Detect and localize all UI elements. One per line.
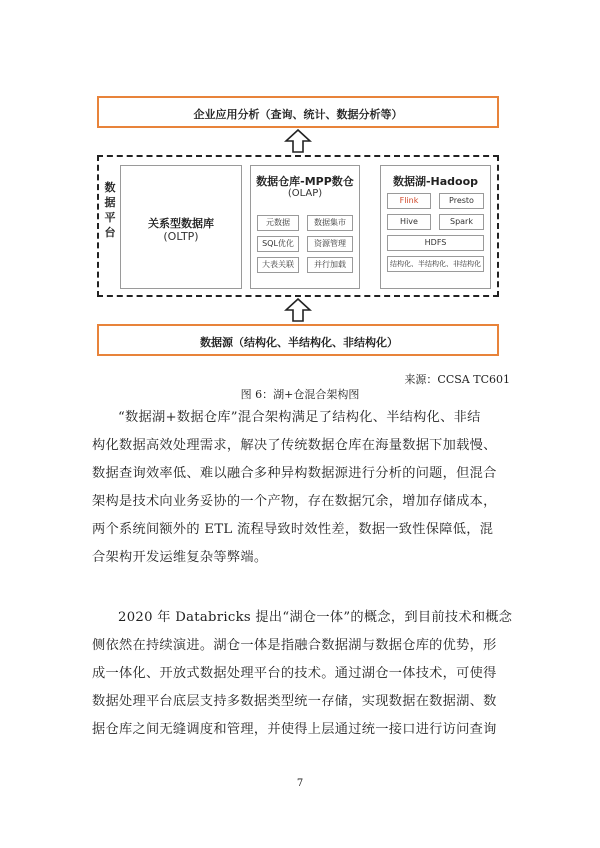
tag-sql-optimization: SQL优化 (257, 236, 299, 252)
paragraph-line: 数据查询效率低、难以融合多种异构数据源进行分析的问题，但混合 (92, 466, 497, 481)
figure-source-note: 来源：CCSA TC601 (404, 373, 510, 386)
tag-data-mart: 数据集市 (307, 215, 353, 231)
figure-caption: 图 6：湖+仓混合架构图 (240, 388, 360, 401)
tag-data-types: 结构化、半结构化、非结构化 (387, 256, 484, 272)
tag-hive: Hive (387, 214, 431, 230)
paragraph-line: 合架构开发运维复杂等弊端。 (92, 550, 268, 565)
tag-large-table-join: 大表关联 (257, 257, 299, 273)
relational-database-box (120, 165, 242, 289)
data-platform-label (103, 180, 117, 240)
paragraph-hybrid-architecture (92, 404, 512, 572)
platform-label-char: 台 (104, 226, 116, 239)
tag-parallel-load: 并行加载 (307, 257, 353, 273)
relational-database-title: 关系型数据库 (148, 217, 214, 230)
paragraph-line: 成一体化、开放式数据处理平台的技术。通过湖仓一体技术，可使得 (92, 666, 497, 681)
relational-database-subtitle: (OLTP) (163, 230, 199, 243)
data-warehouse-title: 数据仓库-MPP数仓 (256, 175, 354, 188)
paragraph-line: 架构是技术向业务妥协的一个产物，存在数据冗余，增加存储成本， (92, 494, 497, 509)
paragraph-lakehouse (92, 604, 512, 744)
paragraph-line: “数据湖+数据仓库”混合架构满足了结构化、半结构化、非结 (118, 410, 481, 425)
data-lake-title: 数据湖-Hadoop (392, 175, 479, 188)
paragraph-line: 构化数据高效处理需求，解决了传统数据仓库在海量数据下加载慢、 (92, 438, 497, 453)
page-number: 7 (296, 778, 304, 789)
data-source-label: 数据源（结构化、半结构化、非结构化） (200, 336, 398, 349)
paragraph-line: 2020 年 Databricks 提出“湖仓一体”的概念，到目前技术和概念 (118, 610, 513, 625)
data-source-box (97, 324, 499, 356)
tag-spark: Spark (439, 214, 484, 230)
paragraph-line: 两个系统间额外的 ETL 流程导致时效性差，数据一致性保障低，混 (92, 522, 494, 537)
platform-label-char: 据 (104, 196, 116, 209)
up-arrow-icon (284, 298, 312, 322)
tag-hdfs: HDFS (387, 235, 484, 251)
enterprise-application-box (97, 96, 499, 128)
paragraph-line: 据仓库之间无缝调度和管理，并使得上层通过统一接口进行访问查询 (92, 722, 497, 737)
platform-label-char: 数 (104, 181, 116, 194)
tag-flink: Flink (387, 193, 431, 209)
enterprise-application-label: 企业应用分析（查询、统计、数据分析等） (193, 108, 403, 121)
data-warehouse-subtitle: (OLAP) (287, 188, 323, 199)
tag-presto: Presto (439, 193, 484, 209)
tag-metadata: 元数据 (257, 215, 299, 231)
up-arrow-icon (284, 129, 312, 153)
paragraph-line: 侧依然在持续演进。湖仓一体是指融合数据湖与数据仓库的优势，形 (92, 638, 497, 653)
tag-resource-management: 资源管理 (307, 236, 353, 252)
paragraph-line: 数据处理平台底层支持多数据类型统一存储，实现数据在数据湖、数 (92, 694, 497, 709)
platform-label-char: 平 (104, 211, 116, 224)
